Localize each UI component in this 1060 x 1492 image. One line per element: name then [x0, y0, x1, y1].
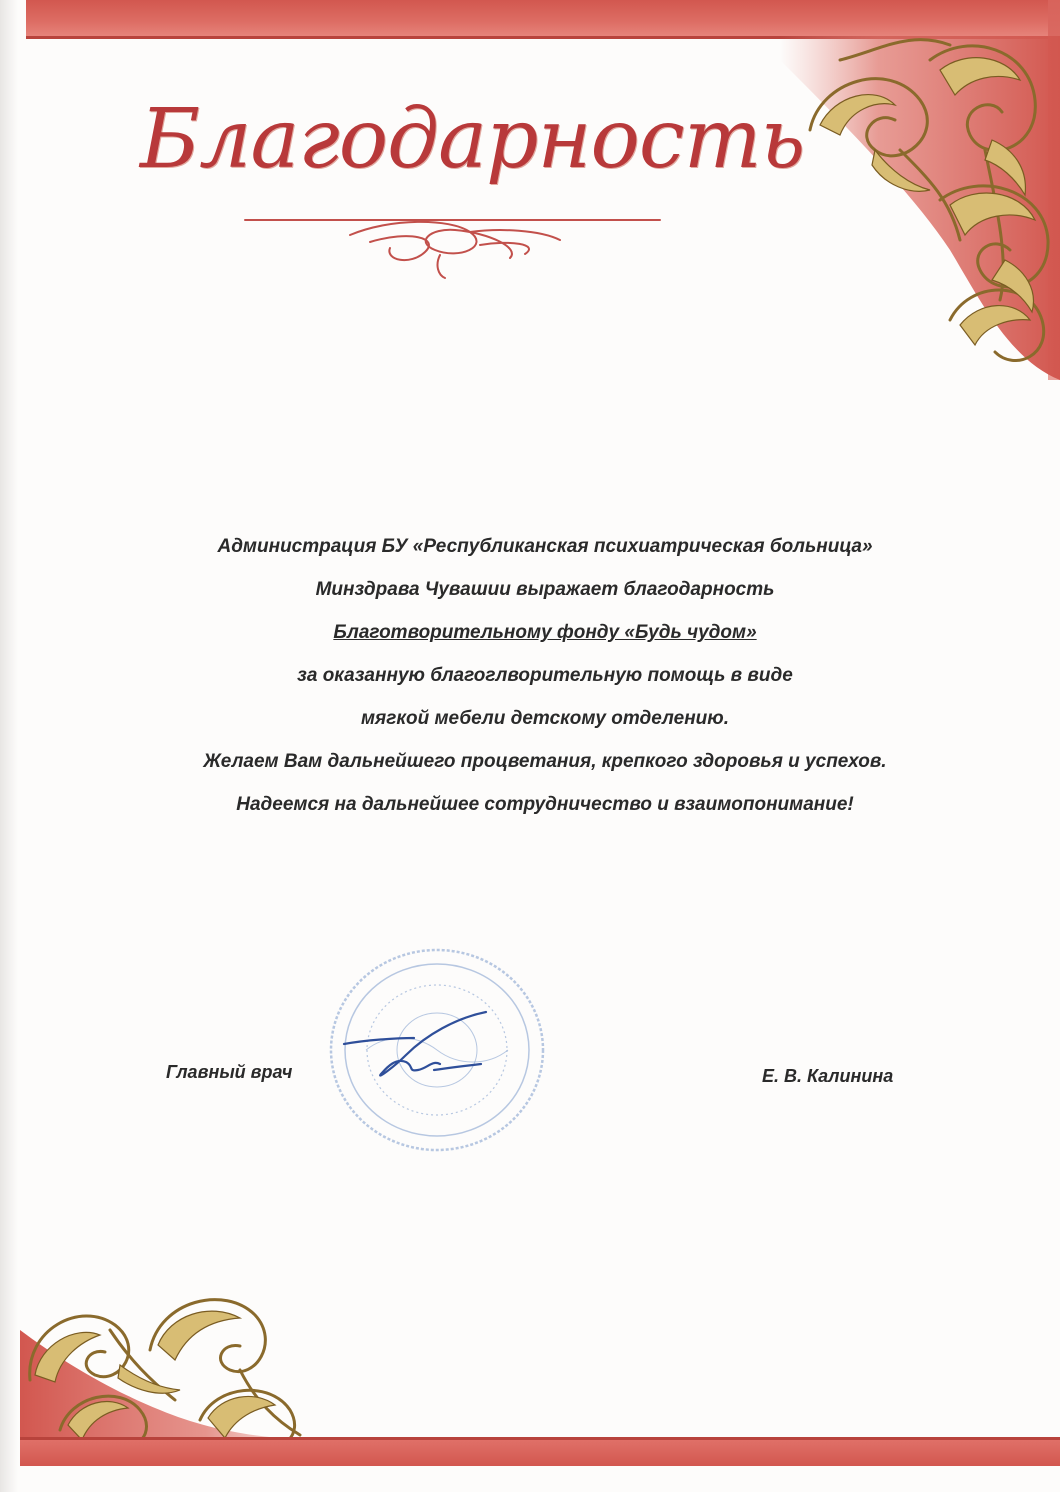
body-line: мягкой мебели детскому отделению.: [360, 708, 729, 729]
recipient-name: Благотворительному фонду «Будь чудом»: [333, 622, 757, 643]
certificate-title: Благодарность: [140, 92, 805, 187]
red-calligraphic-flourish-icon: [240, 200, 670, 290]
signatory-title: Главный врач: [166, 1062, 293, 1082]
signatory-name: Е. В. Калинина: [762, 1066, 894, 1086]
body-line: за оказанную благоглворительную помощь в виде: [297, 665, 793, 686]
handwritten-signature-icon: [336, 1000, 496, 1090]
body-line: Желаем Вам дальнейшего процветания, крепкого здоровья и успехов.: [203, 751, 887, 772]
body-line: Надеемся на дальнейшее сотрудничество и взаимопонимание!: [236, 794, 854, 815]
body-line: Минздрава Чувашии выражает благодарность: [315, 579, 775, 600]
body-line: Администрация БУ «Республиканская психиатрическая больница»: [217, 536, 873, 557]
gold-baroque-scroll-icon: [780, 0, 1060, 380]
bottom-red-border: [20, 1440, 1060, 1466]
certificate-body: [150, 525, 940, 826]
scan-edge: [0, 0, 18, 1492]
